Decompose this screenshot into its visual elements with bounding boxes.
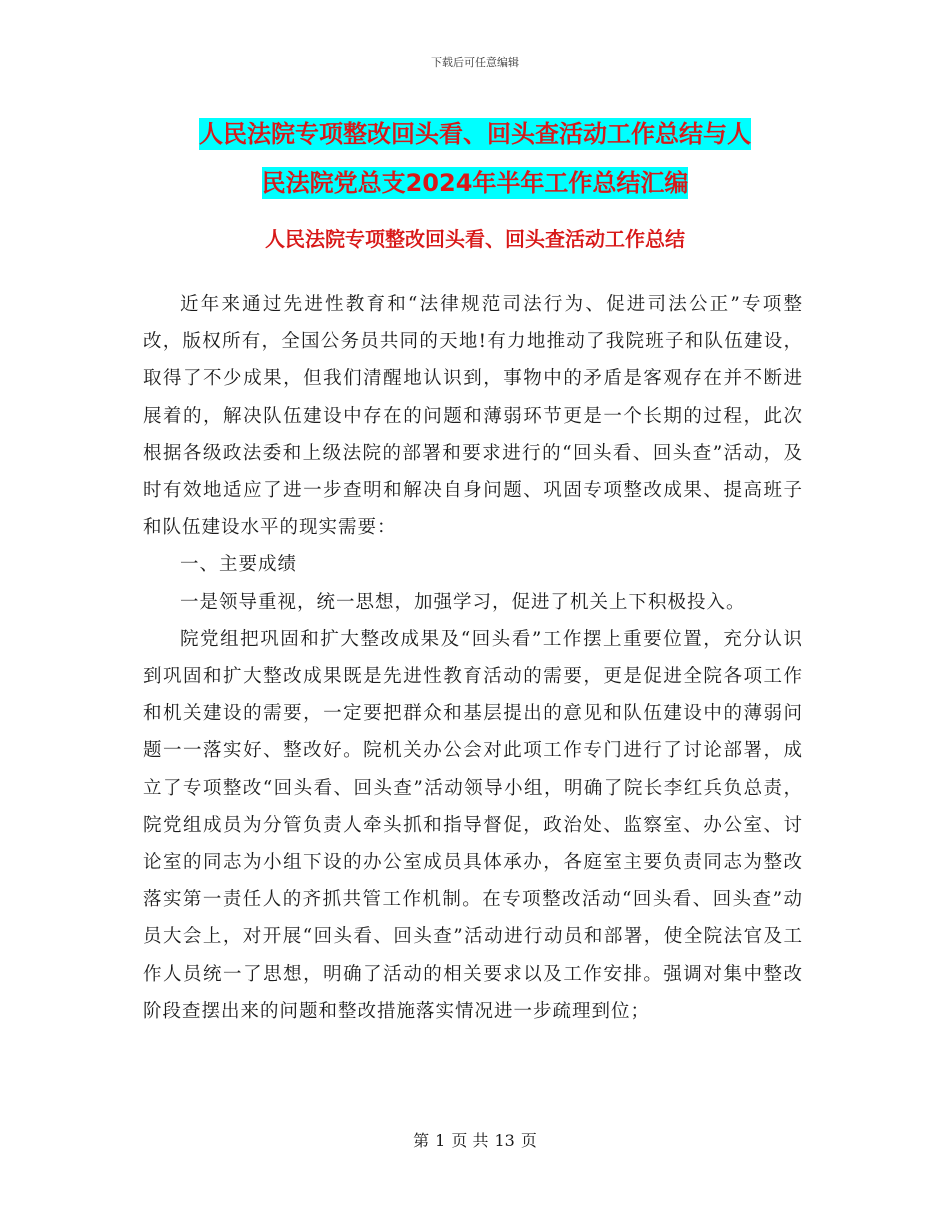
section-heading: 一、主要成绩 (180, 554, 298, 576)
section-title: 人民法院专项整改回头看、回头查活动工作总结 (265, 227, 685, 251)
page-number: 1 (435, 1131, 446, 1150)
paragraph: 一是领导重视，统一思想，加强学习，促进了机关上下积极投入。 (180, 591, 746, 613)
footer-suffix: 页 (520, 1131, 537, 1150)
page-total: 13 (494, 1131, 515, 1150)
paragraph: 近年来通过先进性教育和“法律规范司法行为、促进司法公正”专项整改，版权所有，全国公务员共同的天地!有力地推动了我院班子和队伍建设，取得了不少成果，但我们清醒地认识到，事物中的矛盾是客观存在并不断进展着的，解决队伍建设中存在的问题和薄弱环节更是一个长期的过程，此次根据各级政法委和上级法院的部署和要求进行的“回头看、回头查”活动，及时有效地适应了进一步查明和解决自身问题、巩固专项整改成果、提高班子和队伍建设水平的现实需要： (143, 294, 803, 539)
paragraph: 院党组把巩固和扩大整改成果及“回头看”工作摆上重要位置，充分认识到巩固和扩大整改成果既是先进性教育活动的需要，更是促进全院各项工作和机关建设的需要，一定要把群众和基层提出的意见和队伍建设中的薄弱问题一一落实好、整改好。院机关办公会对此项工作专门进行了讨论部署，成立了专项整改“回头看、回头查”活动领导小组，明确了院长李红兵负总责，院党组成员为分管负责人牵头抓和指导督促，政治处、监察室、办公室、讨论室的同志为小组下设的办公室成员具体承办，各庭室主要负责同志为整改落实第一责任人的齐抓共管工作机制。在专项整改活动“回头看、回头查”动员大会上，对开展“回头看、回头查”活动进行动员和部署，使全院法官及工作人员统一了思想，明确了活动的相关要求以及工作安排。强调对集中整改阶段查摆出来的问题和整改措施落实情况进一步疏理到位； (143, 628, 803, 1022)
document-title-line-2: 民法院党总支2024年半年工作总结汇编 (261, 169, 689, 197)
document-title (0, 110, 950, 208)
page-footer (0, 1128, 950, 1151)
document-title-line-1: 人民法院专项整改回头看、回头查活动工作总结与人 (199, 120, 751, 148)
footer-mid: 页 共 (451, 1131, 489, 1150)
body-text (143, 286, 803, 1030)
header-note: 下载后可任意编辑 (431, 56, 519, 69)
footer-prefix: 第 (413, 1131, 430, 1150)
